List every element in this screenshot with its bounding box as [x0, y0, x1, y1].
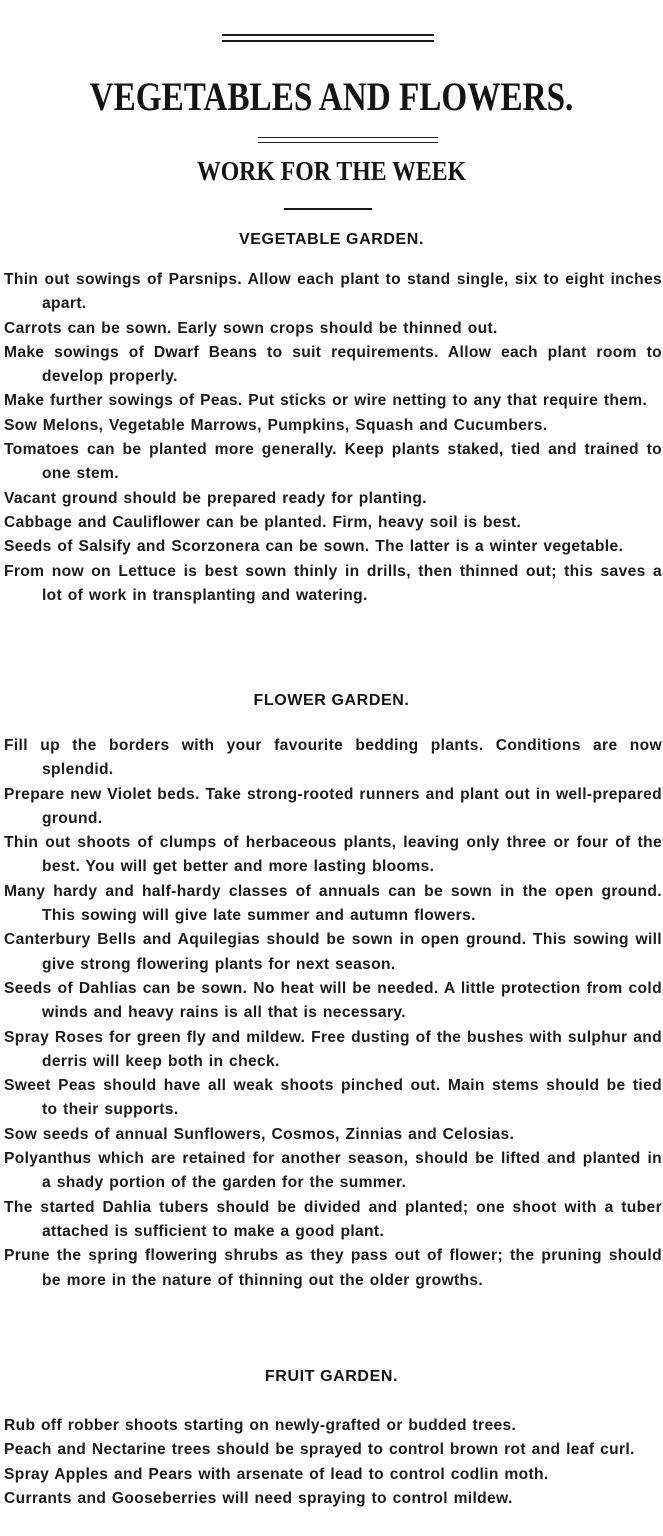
section-heading-flower: FLOWER GARDEN. — [253, 692, 410, 709]
section-vegetable — [4, 268, 662, 608]
list-item: Prepare new Violet beds. Take strong-rooted runners and plant out in well-prepared ground. — [4, 785, 662, 827]
top-rule-1 — [222, 34, 434, 36]
list-item: Spray Apples and Pears with arsenate of lead to control codlin moth. — [4, 1465, 549, 1483]
list-item: Sow Melons, Vegetable Marrows, Pumpkins, Squash and Cucumbers. — [4, 416, 548, 434]
list-item: Spray Roses for green fly and mildew. Free dusting of the bushes with sulphur and derris will keep both in check. — [4, 1028, 662, 1070]
list-item: Polyanthus which are retained for another season, should be lifted and planted in a shady portion of the garden for the summer. — [4, 1150, 662, 1192]
section-heading-vegetable: VEGETABLE GARDEN. — [238, 231, 425, 248]
list-item: Cabbage and Cauliflower can be planted. Firm, heavy soil is best. — [4, 513, 522, 531]
list-item: Sweet Peas should have all weak shoots pinched out. Main stems should be tied to their supports. — [4, 1077, 662, 1119]
list-item: From now on Lettuce is best sown thinly in drills, then thinned out; this saves a lot of work in transplanting and watering. — [4, 562, 662, 604]
list-item: Vacant ground should be prepared ready for planting. — [4, 489, 427, 507]
list-item: The started Dahlia tubers should be divided and planted; one shoot with a tuber attached is sufficient to make a good plant. — [4, 1198, 662, 1240]
list-item: Seeds of Salsify and Scorzonera can be sown. The latter is a winter vegetable. — [4, 538, 624, 556]
list-item: Peach and Nectarine trees should be sprayed to control brown rot and leaf curl. — [4, 1441, 635, 1459]
title-rule-2 — [258, 142, 438, 143]
page-subtitle: WORK FOR THE WEEK — [196, 156, 467, 186]
list-item: Prune the spring flowering shrubs as they pass out of flower; the pruning should be more in the nature of thinning out the older growths. — [4, 1247, 662, 1289]
list-item: Thin out sowings of Parsnips. Allow each plant to stand single, six to eight inches apart. — [4, 271, 662, 313]
list-item: Carrots can be sown. Early sown crops should be thinned out. — [4, 319, 498, 337]
list-item: Seeds of Dahlias can be sown. No heat will be needed. A little protection from cold winds and heavy rains is all that is necessary. — [4, 979, 662, 1022]
list-item: Make further sowings of Peas. Put sticks or wire netting to any that require them. — [4, 392, 648, 410]
list-item: Thin out shoots of clumps of herbaceous plants, leaving only three or four of the best. You will get better and more lasting blooms. — [4, 834, 662, 876]
section-fruit — [4, 1414, 662, 1511]
page-title: VEGETABLES AND FLOWERS. — [89, 74, 574, 119]
list-item: Make sowings of Dwarf Beans to suit requirements. Allow each plant room to develop properly. — [4, 343, 662, 386]
title-rule-1 — [258, 137, 438, 138]
list-item: Currants and Gooseberries will need spraying to control mildew. — [4, 1489, 513, 1507]
list-item: Tomatoes can be planted more generally. Keep plants staked, tied and trained to one stem. — [4, 441, 662, 483]
section-heading-fruit: FRUIT GARDEN. — [264, 1368, 399, 1385]
list-item: Canterbury Bells and Aquilegias should be sown in open ground. This sowing will give strong flowering plants for next season. — [4, 931, 662, 973]
list-item: Many hardy and half-hardy classes of annuals can be sown in the open ground. This sowing will give late summer and autumn flowers. — [4, 882, 662, 925]
subtitle-rule — [284, 208, 372, 210]
section-flower — [4, 734, 662, 1293]
list-item: Sow seeds of annual Sunflowers, Cosmos, Zinnias and Celosias. — [4, 1125, 515, 1143]
top-rule-2 — [222, 40, 434, 42]
list-item: Fill up the borders with your favourite bedding plants. Conditions are now splendid. — [4, 737, 662, 779]
list-item: Rub off robber shoots starting on newly-grafted or budded trees. — [4, 1417, 517, 1434]
